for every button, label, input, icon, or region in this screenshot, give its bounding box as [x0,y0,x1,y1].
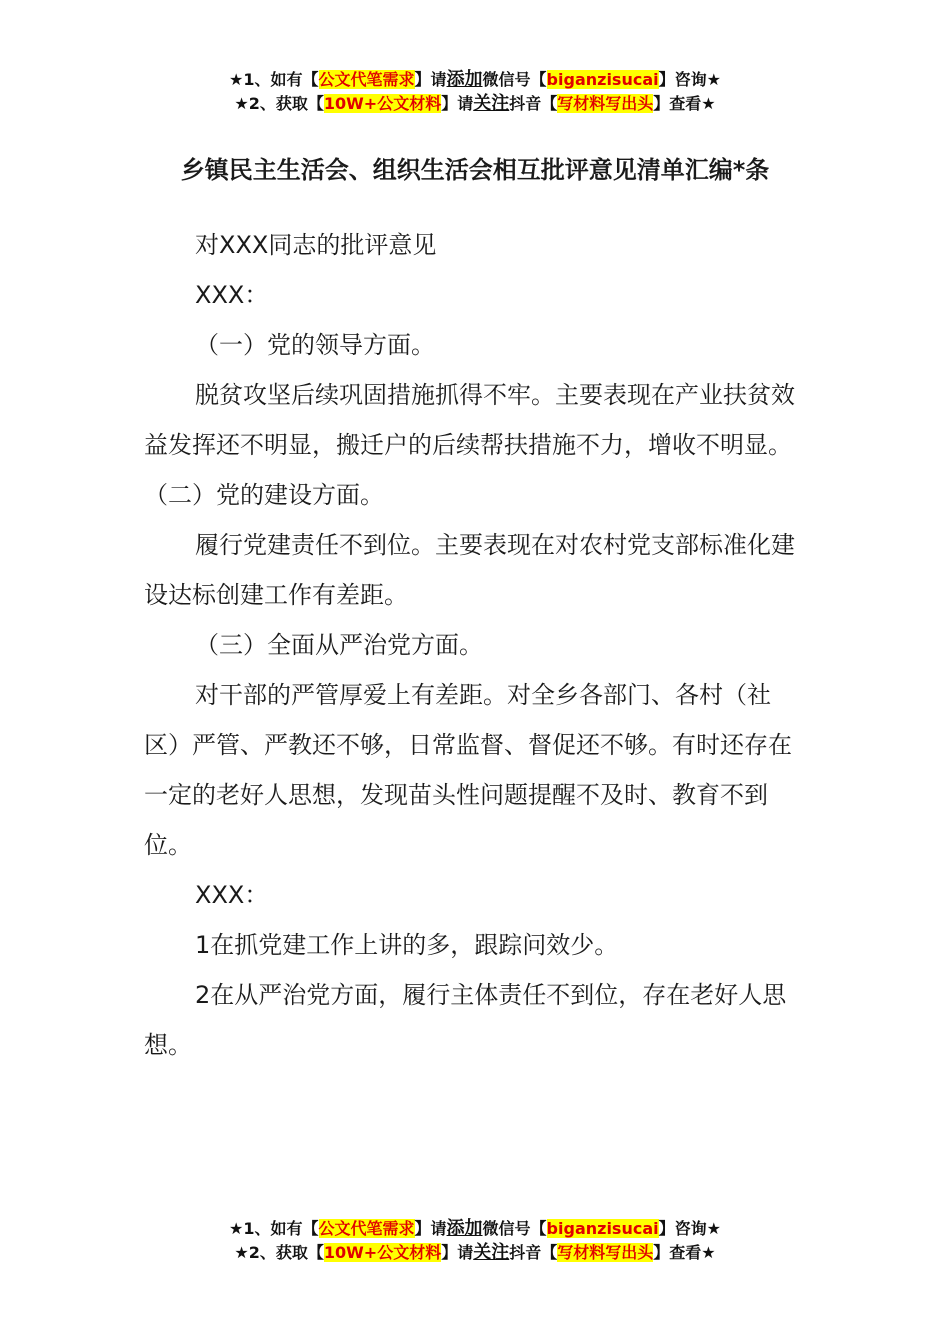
promo-line-1 [0,1217,950,1241]
promo-underline: 添加 [446,1218,483,1239]
promo-text: 】咨询★ [658,1219,721,1238]
paragraph: 脱贫攻坚后续巩固措施抓得不牢。主要表现在产业扶贫效益发挥还不明显，搬迁户的后续帮扶措施不力，增收不明显。（二）党的建设方面。 [144,381,795,509]
promo-text: 微信号【 [482,70,547,89]
promo-highlight: biganzisucai [546,1219,659,1238]
paragraph: 1在抓党建工作上讲的多，跟踪问效少。 [195,931,619,959]
promo-text: 】查看★ [653,94,716,113]
paragraph: 对干部的严管厚爱上有差距。对全乡各部门、各村（社区）严管、严教还不够，日常监督、督促还不够。有时还存在一定的老好人思想，发现苗头性问题提醒不及时、教育不到位。 [144,681,792,859]
paragraph: （三）全面从严治党方面。 [195,631,483,659]
paragraph: 2在从严治党方面，履行主体责任不到位，存在老好人思想。 [144,981,787,1059]
promo-text: ★2、获取【 [234,1243,324,1262]
paragraph: XXX： [195,281,269,309]
promo-text: ★1、如有【 [229,1219,319,1238]
promo-line-1 [0,68,950,92]
promo-text: 微信号【 [482,1219,547,1238]
promo-text: 抖音【 [509,94,558,113]
paragraph: 对XXX同志的批评意见 [195,231,437,259]
promo-text: 】咨询★ [658,70,721,89]
promo-highlight: biganzisucai [546,70,659,89]
promo-text: 】请 [414,70,447,89]
promo-text: 】查看★ [653,1243,716,1262]
promo-text: ★2、获取【 [234,94,324,113]
promo-highlight: 公文代笔需求 [318,70,415,89]
promo-line-2 [0,1241,950,1265]
promo-highlight: 写材料写出头 [557,94,654,113]
document-title: 乡镇民主生活会、组织生活会相互批评意见清单汇编*条 [180,156,770,184]
promo-underline: 关注 [473,93,510,114]
paragraph: 履行党建责任不到位。主要表现在对农村党支部标准化建设达标创建工作有差距。 [144,531,795,609]
promo-highlight: 公文代笔需求 [318,1219,415,1238]
promo-text: 】请 [441,1243,474,1262]
promo-highlight: 写材料写出头 [557,1243,654,1262]
promo-line-2 [0,92,950,116]
promo-text: 】请 [441,94,474,113]
promo-text: 抖音【 [509,1243,558,1262]
footer-promo-banner [0,1217,950,1265]
paragraph: XXX： [195,881,269,909]
paragraph: （一）党的领导方面。 [195,331,435,359]
promo-underline: 关注 [473,1242,510,1263]
promo-text: 】请 [414,1219,447,1238]
promo-highlight: 10W+公文材料 [323,1243,442,1262]
promo-text: ★1、如有【 [229,70,319,89]
promo-highlight: 10W+公文材料 [323,94,442,113]
document-body [144,220,806,1070]
promo-underline: 添加 [446,69,483,90]
header-promo-banner [0,68,950,116]
